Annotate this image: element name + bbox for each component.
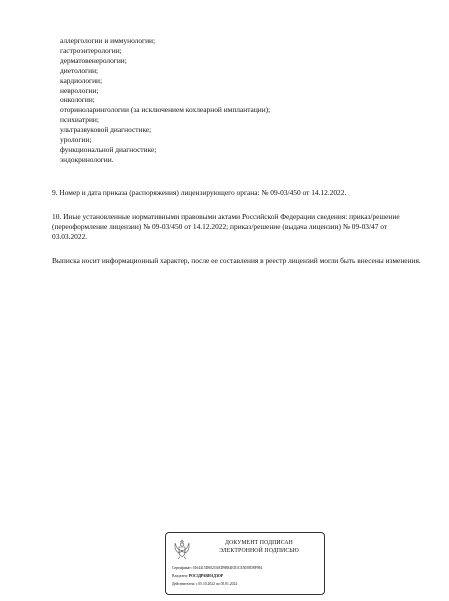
other-info-paragraph: 10. Иные установленные нормативными правовыми актами Российской Федерации сведения: приказ/решение (переоформление лицензии) № 09-03/450 от 14.12.2022; приказ/решение (выдача лицензии) № 09-03/47 от 03.03.2022. [52, 212, 400, 241]
list-item: кардиологии; [60, 75, 103, 85]
list-item: гастроэнтерологии; [60, 45, 122, 55]
list-item: психиатрии; [60, 115, 99, 125]
stamp-owner [172, 574, 223, 579]
stamp-title [196, 540, 322, 555]
list-item: дерматовенерологии; [60, 55, 127, 65]
list-item: неврологии; [60, 85, 99, 95]
list-item: эндокринологии. [60, 154, 114, 164]
stamp-certificate: Сертификат: 0164415D0025AED9B84ED1CE5058D8F984 [172, 566, 263, 570]
stamp-validity: Действителен: с 05.10.2022 по 05.01.2024 [172, 582, 238, 586]
list-item: урологии; [60, 135, 92, 145]
stamp-owner-value: РОСЗДРАВНАДЗОР [188, 574, 224, 578]
coat-of-arms-icon [172, 537, 192, 561]
list-item: диетологии; [60, 65, 99, 75]
disclaimer-note: Выписка носит информационный характер, после ее составления в реестр лицензий могли быть внесены изменения. [52, 256, 421, 265]
stamp-owner-label: Владелец: [172, 574, 188, 578]
list-item: функциональной диагностике; [60, 144, 157, 154]
stamp-title-line: ДОКУМЕНТ ПОДПИСАН [225, 540, 293, 546]
list-item: оториноларингологии (за исключением кохлеарной имплантации); [60, 105, 271, 115]
list-item: онкологии; [60, 95, 95, 105]
specialty-list [60, 36, 420, 165]
list-item: ультразвуковой диагностике; [60, 125, 152, 135]
list-item: аллергологии и иммунологии; [60, 36, 156, 45]
order-number-paragraph: 9. Номер и дата приказа (распоряжения) лицензирующего органа: № 09-03/450 от 14.12.2022. [52, 188, 347, 197]
electronic-signature-stamp [165, 532, 325, 595]
stamp-title-line: ЭЛЕКТРОННОЙ ПОДПИСЬЮ [219, 547, 299, 554]
